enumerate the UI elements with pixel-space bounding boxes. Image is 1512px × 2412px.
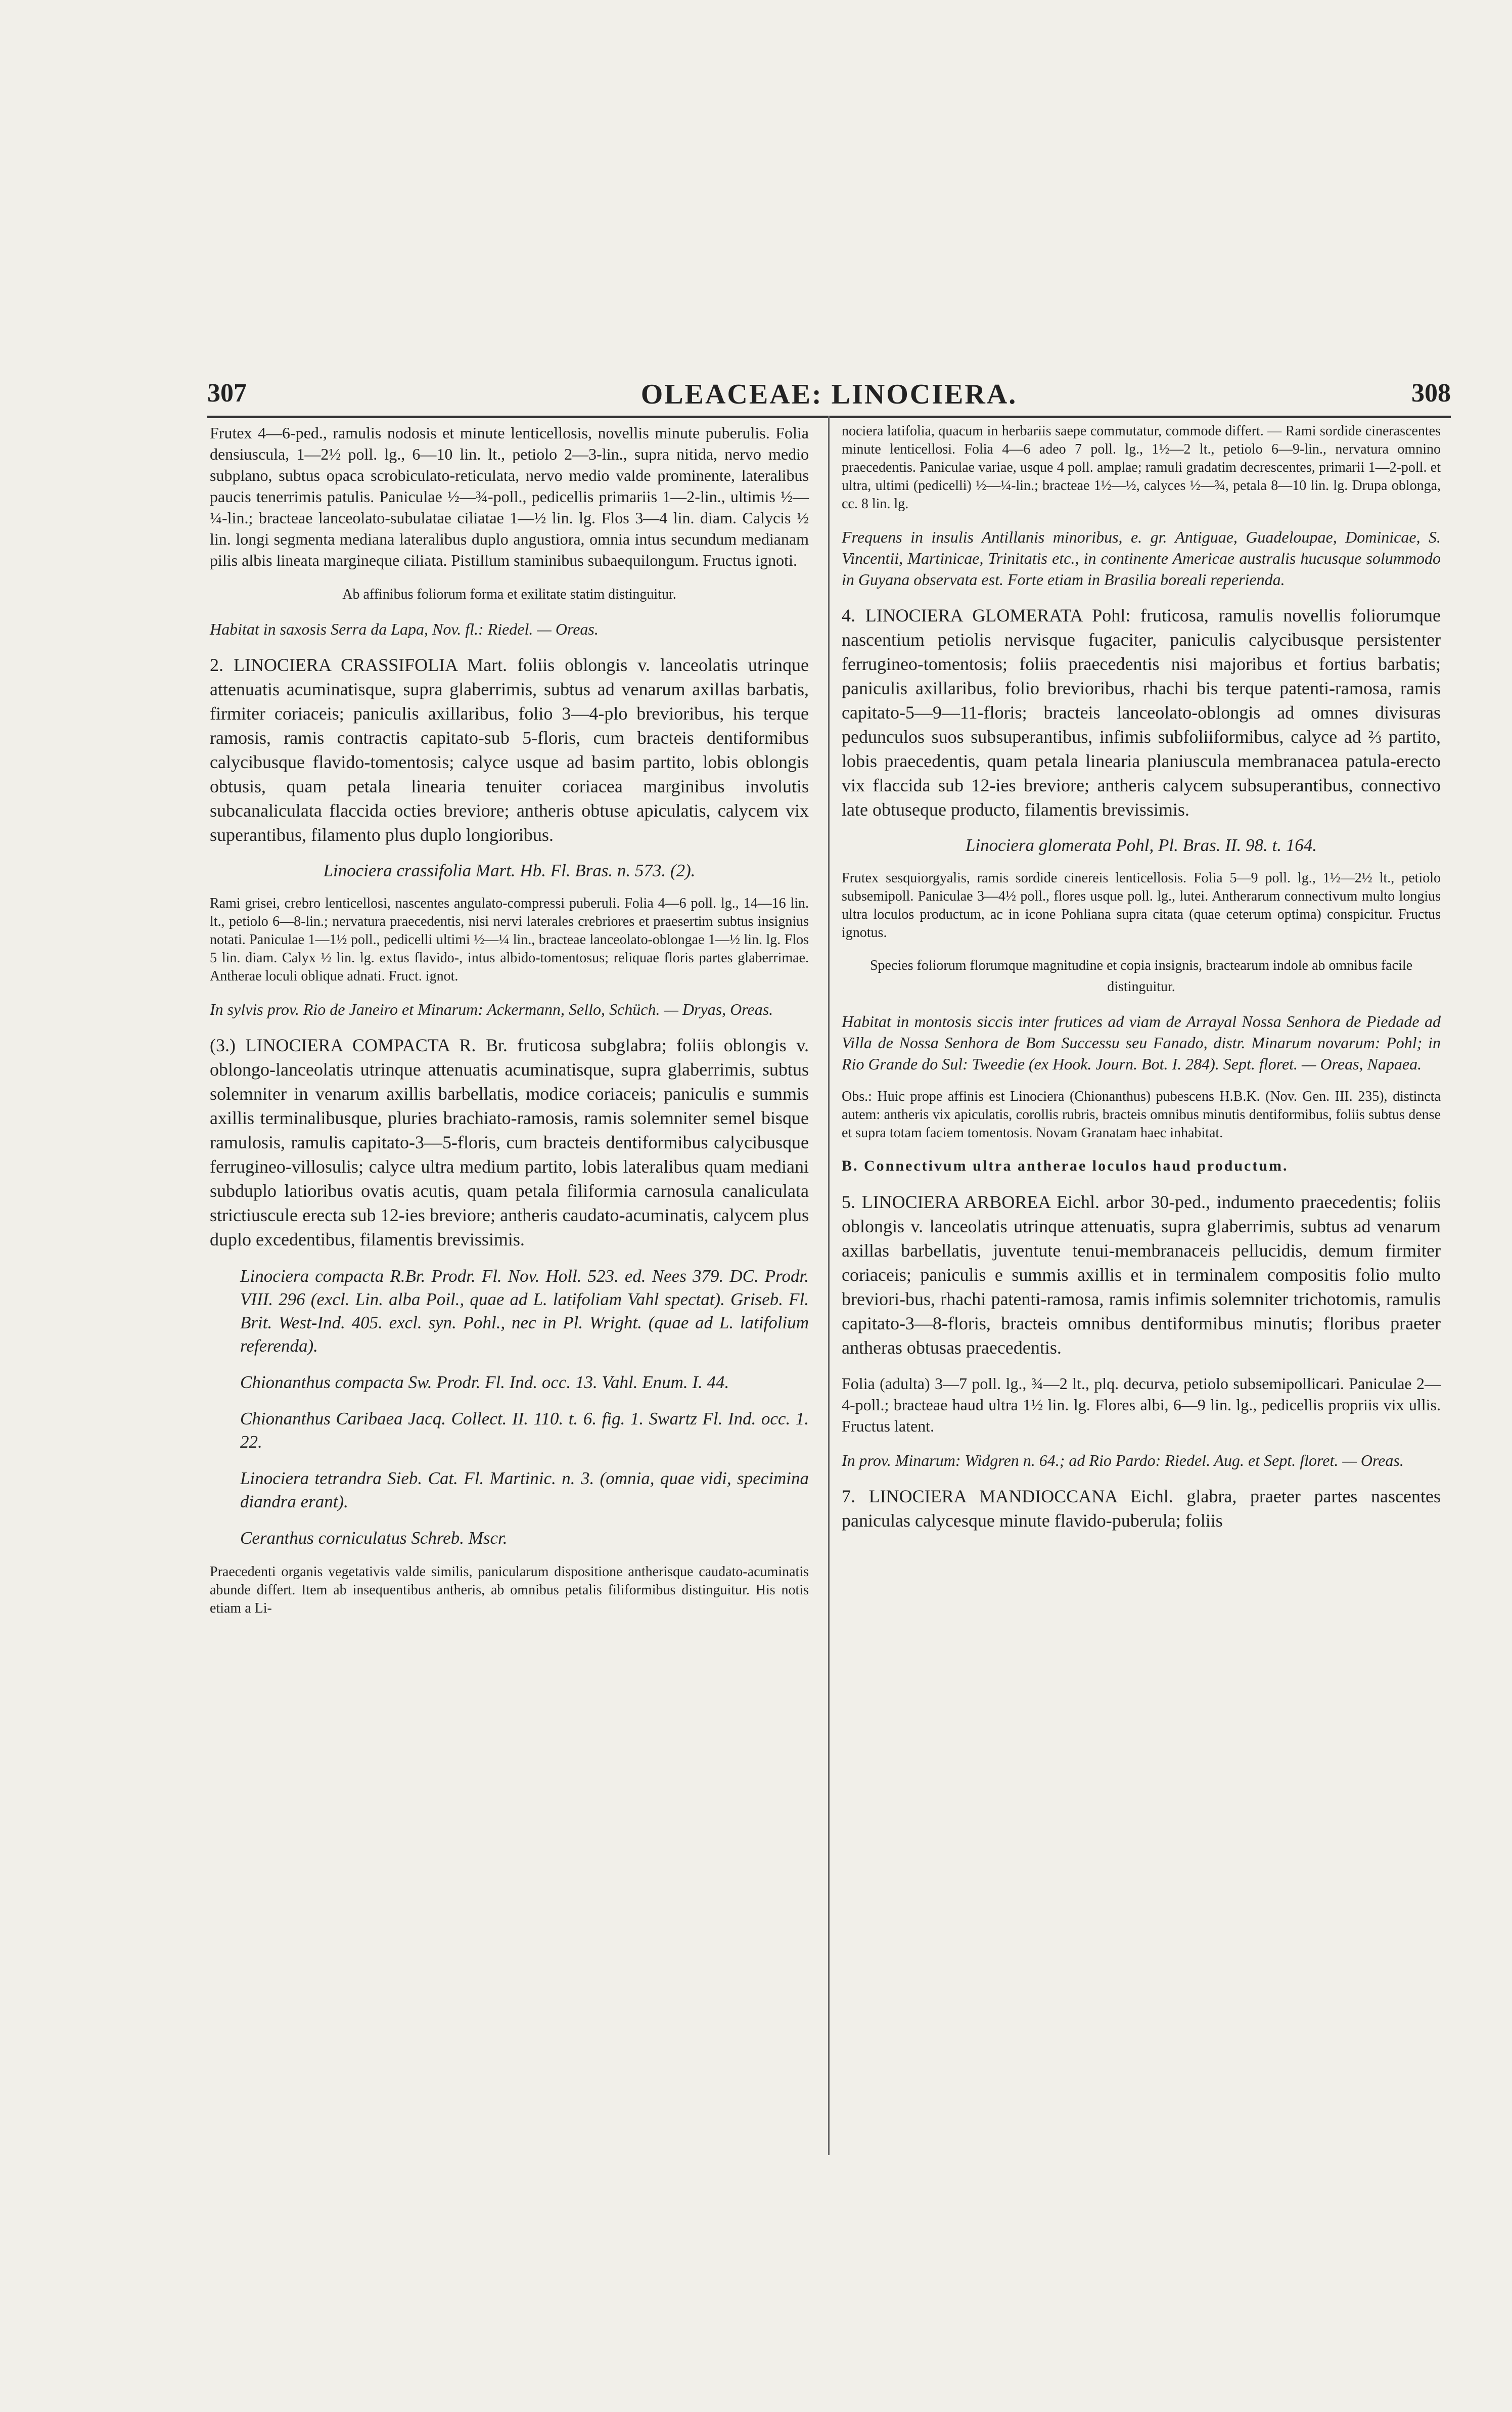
species-heading-mandioccana: 7. LINOCIERA MANDIOCCANA Eichl. glabra, praeter partes nascentes paniculas calycesque minute flavido-puberula; foliis [842, 1486, 1441, 1531]
distribution-paragraph: Frequens in insulis Antillanis minoribus, e. gr. Antiguae, Guadeloupae, Dominicae, S. Vincentii, Martinicae, Trinitatis etc., in continente Americae australis hucusque solummodo in Guyana observata est. Forte etiam in Brasilia boreali reperienda. [842, 528, 1441, 589]
citation-paragraph: Linociera crassifolia Mart. Hb. Fl. Bras. n. 573. (2). [323, 861, 696, 880]
description-paragraph: Folia (adulta) 3—7 poll. lg., ¾—2 lt., plq. decurva, petiolo subsemipollicari. Paniculae 2—4-poll.; bracteae haud ultra 1½ lin. lg. Flores albi, 6—9 lin. lg., pedicellis propriis vix ullis. Fructus latent. [842, 1374, 1441, 1435]
species-heading-compacta: (3.) LINOCIERA COMPACTA R. Br. fruticosa subglabra; foliis oblongis v. oblongo-lanceolatis utrinque attenuatis acuminatisque, supra glaberrimis, subtus solemniter in venarum axillis barbellatis, modice coriaceis; paniculis e summis axillis terminalibusque, pluries brachiato-ramosis, ramis solemniter semel bisque ramulosis, ramulis capitato-3—5-floris, cum bracteis dentiformibus calycibusque ferrugineo-villosulis; calyce ultra medium partito, lobis lateralibus quam mediani subduplo latioribus ovatis acutis, quam petala filiformia carnosula canaliculata strictiuscule erecta sub 12-ies breviore; antheris caudato-acuminatis, calycem plus duplo excedentibus, filamentis brevissimis. [210, 1035, 809, 1249]
species-heading-arborea: 5. LINOCIERA ARBOREA Eichl. arbor 30-ped., indumento praecedentis; foliis oblongis v. lanceolatis utrinque attenuatis, supra glaberrimis, subtus ad venarum axillas barbellatis, juventute tenui-membranaceis pellucidis, demum firmiter coriaceis; paniculis e summis axillis et in terminalem compositis folio multo breviori-bus, rhachi patenti-ramosa, ramis infimis solemniter trichotomis, ramulis capitato-3—8-floris, bracteis omnibus dentiformibus minutis; floribus praeter antheras obtusas praecedentis. [842, 1192, 1441, 1358]
column-divider [828, 416, 830, 2155]
page-number-left: 307 [207, 379, 247, 408]
note-paragraph: Species foliorum florumque magnitudine et copia insignis, bractearum indole ab omnibus facile distinguitur. [869, 958, 1413, 995]
synonym-entry: Chionanthus Caribaea Jacq. Collect. II. 110. t. 6. fig. 1. Swartz Fl. Ind. occ. 1. 22. [240, 1409, 809, 1452]
habitat-paragraph: In prov. Minarum: Widgren n. 64.; ad Rio Pardo: Riedel. Aug. et Sept. floret. — Oreas. [842, 1451, 1404, 1469]
species-heading-glomerata: 4. LINOCIERA GLOMERATA Pohl: fruticosa, ramulis novellis foliorumque nascentium petiolis nervisque fugaciter, paniculis calycibusque persistenter ferrugineo-tomentosis; foliis praecedentis nisi majoribus et fortius barbatis; paniculis axillaribus, folio brevioribus, rhachi bis terque patenti-ramosa, ramis capitato-5—9—11-floris; bracteis lanceolato-oblongis ad omnes divisuras pedunculos suos subsuperantibus, infimis subfoliiformibus, calyce ad ⅔ partito, lobis praecedentis, quam petala linearia planiuscula membranacea patula-erecto vix flaccida sub 12-ies breviore; antheris calycem subsuperantibus, connectivo late obtuseque producto, filamentis brevissimis. [842, 605, 1441, 820]
citation-paragraph: Linociera glomerata Pohl, Pl. Bras. II. 98. t. 164. [965, 835, 1317, 855]
habitat-paragraph: Habitat in saxosis Serra da Lapa, Nov. fl.: Riedel. — Oreas. [210, 620, 599, 638]
habitat-paragraph: In sylvis prov. Rio de Janeiro et Minarum: Ackermann, Sello, Schüch. — Dryas, Oreas. [210, 1000, 773, 1018]
synonym-entry: Linociera compacta R.Br. Prodr. Fl. Nov. Holl. 523. ed. Nees 379. DC. Prodr. VIII. 296 (excl. Lin. alba Poil., quae ad L. latifoliam Vahl spectat). Griseb. Fl. Brit. West-Ind. 405. excl. syn. Pohl., nec in Pl. Wright. (quae ad L. latifolium referenda). [240, 1266, 809, 1356]
running-title: OLEACEAE: LINOCIERA. [640, 379, 1018, 410]
observation-paragraph: Obs.: Huic prope affinis est Linociera (Chionanthus) pubescens H.B.K. (Nov. Gen. III. 235), distincta autem: antheris vix apiculatis, corollis rubris, bracteis omnibus minutis dentiformibus, foliis subtus dense et supra totam faciem tomentosis. Novam Granatam haec inhabitat. [842, 1089, 1441, 1141]
note-paragraph: Praecedenti organis vegetativis valde similis, panicularum dispositione antherisque caudato-acuminatis abunde differt. Item ab insequentibus antheris, ab omnibus petalis filiformibus distinguitur. His notis etiam a Li- [210, 1564, 809, 1616]
left-column [210, 422, 809, 1631]
section-heading: B. Connectivum ultra antherae loculos haud productum. [842, 1157, 1289, 1174]
description-paragraph: Frutex 4—6-ped., ramulis nodosis et minute lenticellosis, novellis minute puberulis. Folia densiuscula, 1—2½ poll. lg., 6—10 lin. lt., petiolo 2—3-lin., supra nitida, nervo medio subplano, subtus opaca scrobiculato-reticulata, nervo medio valde prominente, lateralibus paucis tenerrimis patulis. Paniculae ½—¾-poll., pedicellis primariis 1—2-lin., ultimis ½—¼-lin.; bracteae lanceolato-subulatae ciliatae 1—½ lin. lg. Flos 3—4 lin. diam. Calycis ½ lin. longi segmenta mediana lateralibus duplo angustiora, omnia intus secundum medianam pilis albis lineata margineque ciliata. Pistillum staminibus subaequilongum. Fructus ignoti. [210, 424, 809, 569]
synonym-entry: Linociera tetrandra Sieb. Cat. Fl. Martinic. n. 3. (omnia, quae vidi, specimina diandra erant). [240, 1468, 809, 1511]
page-header [207, 378, 1451, 414]
description-paragraph: Frutex sesquiorgyalis, ramis sordide cinereis lenticellosis. Folia 5—9 poll. lg., 1½—2½ lt., petiolo subsemipoll. Paniculae 3—4½ poll., flores usque poll. lg., lutei. Antherarum connectivum multo longius ultra loculos productum, ac in icone Pohliana supra citata (quae ceterum optima) conspicitur. Fructus ignotus. [842, 870, 1441, 941]
habitat-paragraph: Habitat in montosis siccis inter frutices ad viam de Arrayal Nossa Senhora de Piedade ad Villa de Nossa Senhora de Bom Successu seu Fanado, distr. Minarum novarum: Pohl; in Rio Grande do Sul: Tweedie (ex Hook. Journ. Bot. I. 284). Sept. floret. — Oreas, Napaea. [842, 1012, 1441, 1073]
description-paragraph: Rami grisei, crebro lenticellosi, nascentes angulato-compressi puberuli. Folia 4—6 poll. lg., 14—16 lin. lt., petiolo 6—8-lin.; nervatura praecedentis, nisi nervi laterales crebriores et praesertim subtus insignius notati. Paniculae 1—1½ poll., pedicelli ultimi ½—¼ lin., bracteae lanceolato-oblongae 1—½ lin. lg. Flos 5 lin. diam. Calyx ½ lin. lg. extus flavido-, intus albido-tomentosus; reliquae floris partes glaberrimae. Antherae loculi oblique adnati. Fruct. ignot. [210, 896, 809, 984]
note-paragraph: Ab affinibus foliorum forma et exilitate statim distinguitur. [342, 587, 676, 602]
description-paragraph: nociera latifolia, quacum in herbariis saepe commutatur, commode differt. — Rami sordide cinerascentes minute lenticellosi. Folia 4—6 adeo 7 poll. lg., 1½—2 lt., petiolo 6—9-lin., nervatura omnino praecedentis. Paniculae variae, usque 4 poll. amplae; ramuli gradatim decrescentes, primarii 1—2-poll. et ultra, ultimi (pedicelli) ½—¼-lin.; bracteae 1½—½, calyces ½—¾, petala 8—10 lin. lg. Drupa oblonga, cc. 8 lin. lg. [842, 423, 1441, 512]
right-column [842, 422, 1441, 1546]
synonym-entry: Ceranthus corniculatus Schreb. Mscr. [240, 1528, 508, 1548]
synonym-entry: Chionanthus compacta Sw. Prodr. Fl. Ind. occ. 13. Vahl. Enum. I. 44. [240, 1372, 729, 1392]
page-number-right: 308 [1411, 379, 1451, 408]
species-heading-crassifolia: 2. LINOCIERA CRASSIFOLIA Mart. foliis oblongis v. lanceolatis utrinque attenuatis acuminatisque, supra glaberrimis, subtus ad venarum axillas barbatis, firmiter coriaceis; paniculis axillaribus, folio 3—4-plo brevioribus, his terque ramosis, ramis contractis capitato-sub 5-floris, cum bracteis dentiformibus calycibusque flavido-tomentosis; calyce usque ad basim partito, lobis oblongis obtusis, quam petala linearia tenuiter coriacea marginibus involutis subcanaliculata flaccida octies breviore; antheris obtuse apiculatis, calycem vix superantibus, filamento plus duplo longioribus. [210, 655, 809, 845]
